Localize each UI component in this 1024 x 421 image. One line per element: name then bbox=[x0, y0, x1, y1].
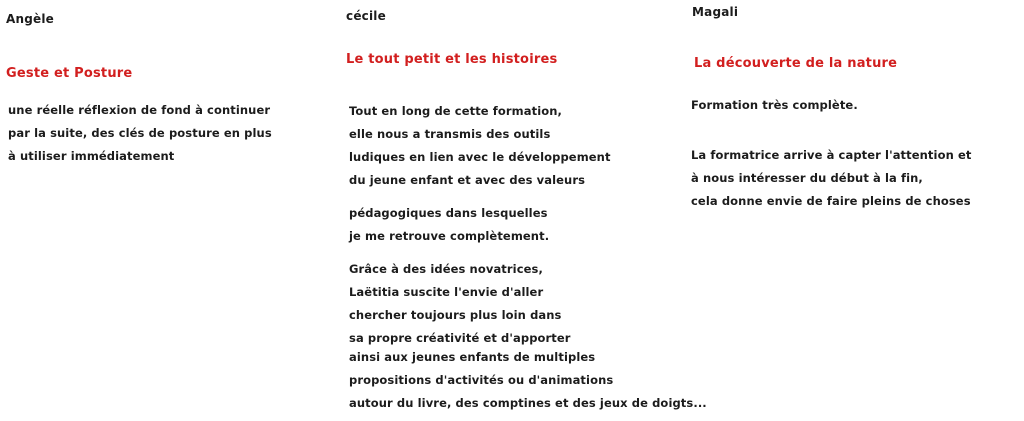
testimonial-paragraph bbox=[349, 202, 549, 248]
text-line: du jeune enfant et avec des valeurs bbox=[349, 173, 586, 187]
testimonial-paragraph bbox=[8, 99, 272, 168]
text-line: je me retrouve complètement. bbox=[349, 229, 550, 243]
text-line: autour du livre, des comptines et des jeux de doigts... bbox=[349, 396, 707, 410]
testimonial-paragraph bbox=[691, 94, 858, 117]
text-line: à utiliser immédiatement bbox=[8, 149, 175, 163]
text-line: Tout en long de cette formation, bbox=[349, 104, 563, 118]
testimonial-paragraph bbox=[349, 258, 571, 350]
text-line: propositions d'activités ou d'animations bbox=[349, 373, 614, 387]
training-title: La découverte de la nature bbox=[694, 56, 898, 71]
text-line: ludiques en lien avec le développement bbox=[349, 150, 611, 164]
text-line: cela donne envie de faire pleins de choses bbox=[691, 194, 971, 208]
text-line: Grâce à des idées novatrices, bbox=[349, 262, 543, 276]
author-name: Angèle bbox=[6, 12, 55, 26]
testimonial-paragraph bbox=[349, 100, 611, 192]
testimonial-paragraph bbox=[349, 346, 707, 415]
text-line: pédagogiques dans lesquelles bbox=[349, 206, 548, 220]
text-line: elle nous a transmis des outils bbox=[349, 127, 551, 141]
text-line: une réelle réflexion de fond à continuer bbox=[8, 103, 271, 117]
testimonial-paragraph bbox=[691, 144, 971, 213]
text-line: La formatrice arrive à capter l'attention et bbox=[691, 148, 972, 162]
text-line: par la suite, des clés de posture en plus bbox=[8, 126, 272, 140]
text-line: à nous intéresser du début à la fin, bbox=[691, 171, 923, 185]
text-line: ainsi aux jeunes enfants de multiples bbox=[349, 350, 596, 364]
author-name: Magali bbox=[692, 5, 739, 19]
training-title: Geste et Posture bbox=[6, 66, 133, 81]
training-title: Le tout petit et les histoires bbox=[346, 52, 558, 67]
text-line: sa propre créativité et d'apporter bbox=[349, 331, 571, 345]
text-line: Formation très complète. bbox=[691, 98, 858, 112]
text-line: Laëtitia suscite l'envie d'aller bbox=[349, 285, 544, 299]
author-name: cécile bbox=[346, 9, 386, 23]
text-line: chercher toujours plus loin dans bbox=[349, 308, 562, 322]
